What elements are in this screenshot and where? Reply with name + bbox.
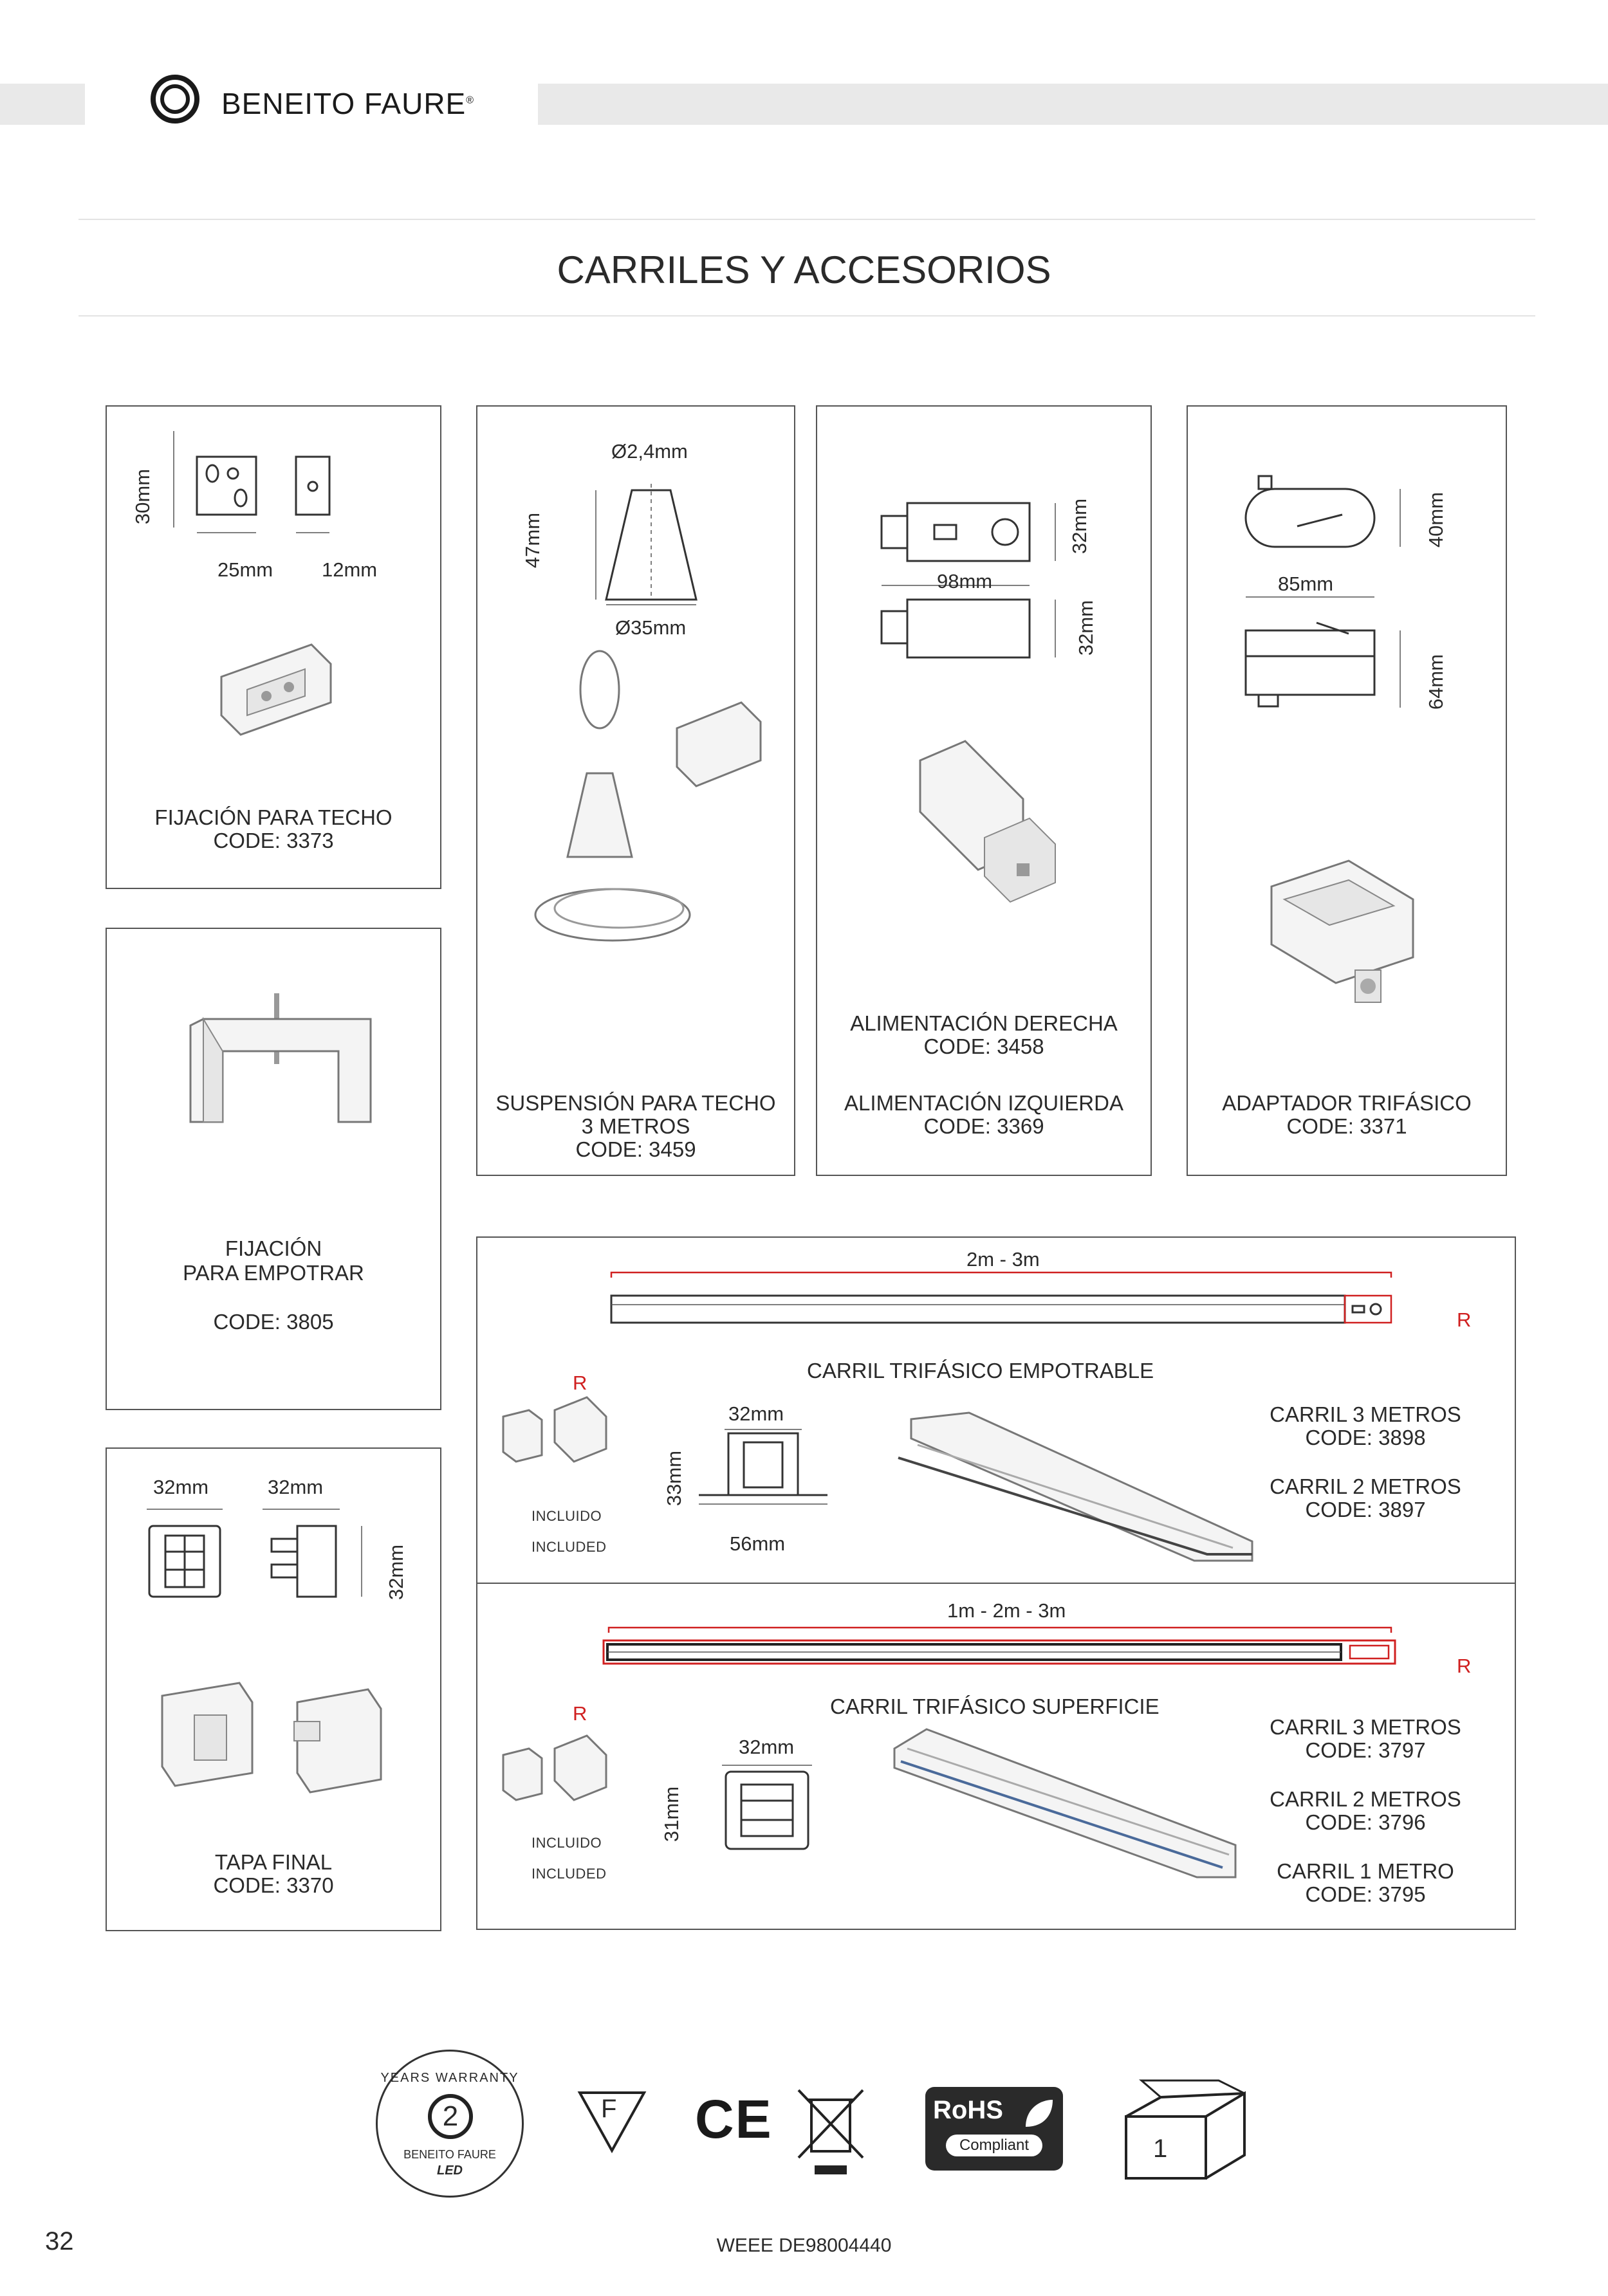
product-name-line1: FIJACIÓN	[225, 1236, 322, 1260]
product-card-adaptador	[1187, 405, 1507, 1176]
product-code: CODE: 3805	[213, 1310, 334, 1334]
product-card-fijacion-techo	[106, 405, 441, 889]
empotrable-feed-photo-icon	[503, 1397, 613, 1468]
dim-depth: 32mm	[268, 1476, 324, 1498]
superficie-profile-icon	[709, 1765, 825, 1855]
empotrable-variant-1-label: CARRIL 3 METROS	[1270, 1402, 1461, 1426]
empotrable-incluido: INCLUIDO	[531, 1508, 602, 1524]
empotrable-profile-icon	[699, 1429, 827, 1507]
dim-base-diameter: Ø35mm	[615, 616, 687, 639]
empotrable-dim-base: 56mm	[730, 1532, 786, 1555]
superficie-variant-1-label: CARRIL 3 METROS	[1270, 1715, 1461, 1739]
superficie-variant-3-code: CODE: 3795	[1305, 1882, 1426, 1906]
superficie-variant-1-code: CODE: 3797	[1305, 1738, 1426, 1762]
weee-bin-icon	[795, 2087, 866, 2177]
warranty-badge	[376, 2050, 524, 2198]
tapa-final-drawing-icon	[143, 1507, 387, 1610]
dim-height-top: 32mm	[1068, 498, 1091, 555]
dim-height-top: 40mm	[1425, 491, 1447, 548]
rohs-subtitle: Compliant	[946, 2135, 1042, 2156]
product-name: ADAPTADOR TRIFÁSICO	[1222, 1091, 1472, 1115]
empotrable-dim-width: 32mm	[728, 1402, 784, 1425]
rohs-badge	[925, 2087, 1063, 2171]
adaptador-photo-icon	[1259, 861, 1426, 1015]
superficie-rail-drawing-icon	[604, 1628, 1421, 1666]
package-qty: 1	[1153, 2135, 1168, 2163]
dim-depth: 12mm	[322, 558, 378, 581]
warranty-years: 2	[428, 2094, 473, 2139]
product-card-alimentacion	[816, 405, 1152, 1176]
superficie-incluido: INCLUIDO	[531, 1835, 602, 1851]
empotrable-length: 2m - 3m	[966, 1248, 1040, 1271]
alimentacion-photo-icon	[914, 741, 1062, 908]
dim-height: 30mm	[131, 468, 154, 525]
superficie-length: 1m - 2m - 3m	[947, 1599, 1066, 1622]
dim-height: 47mm	[521, 512, 544, 569]
ce-mark: CE	[695, 2089, 773, 2149]
fijacion-techo-drawing-icon	[171, 431, 390, 521]
dim-wire-diameter: Ø2,4mm	[611, 440, 688, 463]
rohs-title: RoHS	[933, 2096, 1003, 2124]
product-card-tapa-final	[106, 1447, 441, 1931]
header-bar-right	[538, 84, 1608, 125]
product-name: FIJACIÓN PARA TECHO	[154, 805, 393, 829]
warranty-top-text: YEARS WARRANTY	[380, 2071, 519, 2085]
superficie-dim-height: 31mm	[660, 1786, 683, 1842]
product-card-suspension	[476, 405, 795, 1176]
suspension-photo-icon	[503, 651, 773, 947]
empotrable-feed-r: R	[573, 1372, 587, 1394]
product-code: CODE: 3371	[1286, 1114, 1407, 1138]
superficie-rail-photo-icon	[888, 1729, 1248, 1877]
product-card-fijacion-empotrar	[106, 928, 441, 1410]
weee-registration: WEEE DE98004440	[716, 2235, 892, 2256]
dim-height-bottom: 32mm	[1075, 600, 1097, 656]
product-name: TAPA FINAL	[214, 1850, 333, 1874]
fijacion-techo-photo-icon	[215, 638, 337, 735]
suspension-drawing-icon	[593, 471, 709, 600]
empotrable-rail-drawing-icon	[606, 1272, 1417, 1324]
empotrable-r-marker: R	[1457, 1309, 1472, 1331]
superficie-feed-r: R	[573, 1702, 587, 1725]
header-bar-left	[0, 84, 85, 125]
empotrable-included: INCLUDED	[531, 1539, 607, 1555]
empotrable-rail-photo-icon	[898, 1413, 1259, 1561]
superficie-variant-2-label: CARRIL 2 METROS	[1270, 1787, 1461, 1811]
product-code: CODE: 3370	[213, 1873, 334, 1897]
product-code-derecha: CODE: 3458	[923, 1034, 1044, 1058]
tapa-final-photo-icon	[156, 1676, 400, 1799]
superficie-feed-photo-icon	[503, 1736, 613, 1806]
product-name-izquierda: ALIMENTACIÓN IZQUIERDA	[844, 1091, 1123, 1115]
title-divider-top	[79, 219, 1535, 220]
fijacion-empotrar-photo-icon	[184, 993, 377, 1128]
superficie-included: INCLUDED	[531, 1866, 607, 1882]
product-card-carriles	[476, 1236, 1516, 1930]
product-name-line2: PARA EMPOTRAR	[183, 1261, 364, 1285]
page-title: CARRILES Y ACCESORIOS	[557, 248, 1051, 291]
superficie-name: CARRIL TRIFÁSICO SUPERFICIE	[830, 1694, 1160, 1718]
superficie-r-marker: R	[1457, 1655, 1472, 1677]
dim-width: 32mm	[153, 1476, 209, 1498]
rohs-leaf-icon	[1021, 2096, 1057, 2132]
product-code: CODE: 3459	[575, 1137, 696, 1161]
f-mark-text: F	[601, 2095, 617, 2123]
empotrable-dim-height: 33mm	[663, 1450, 685, 1507]
package-box-icon	[1122, 2078, 1251, 2181]
brand-name: BENEITO FAURE®	[221, 87, 475, 120]
dim-height-bottom: 64mm	[1425, 654, 1447, 710]
product-length: 3 METROS	[581, 1114, 690, 1138]
dim-length: 98mm	[937, 570, 993, 592]
product-code-izquierda: CODE: 3369	[923, 1114, 1044, 1138]
superficie-variant-2-code: CODE: 3796	[1305, 1810, 1426, 1834]
empotrable-variant-2-code: CODE: 3897	[1305, 1498, 1426, 1521]
product-name: SUSPENSIÓN PARA TECHO	[495, 1091, 776, 1115]
superficie-dim-width: 32mm	[739, 1736, 795, 1758]
dim-height: 32mm	[385, 1544, 407, 1601]
brand-logo-icon	[149, 73, 201, 125]
empotrable-variant-1-code: CODE: 3898	[1305, 1426, 1426, 1449]
carriles-section-divider	[477, 1583, 1515, 1584]
page-number: 32	[45, 2227, 74, 2255]
product-code: CODE: 3373	[213, 829, 334, 852]
dim-width: 25mm	[217, 558, 273, 581]
empotrable-variant-2-label: CARRIL 2 METROS	[1270, 1474, 1461, 1498]
warranty-led: LED	[437, 2163, 463, 2178]
dim-length: 85mm	[1278, 573, 1334, 595]
warranty-brand: BENEITO FAURE	[403, 2148, 496, 2161]
superficie-variant-3-label: CARRIL 1 METRO	[1277, 1859, 1454, 1883]
title-divider-bottom	[79, 315, 1535, 317]
product-name-derecha: ALIMENTACIÓN DERECHA	[850, 1011, 1118, 1035]
empotrable-name: CARRIL TRIFÁSICO EMPOTRABLE	[807, 1359, 1154, 1382]
